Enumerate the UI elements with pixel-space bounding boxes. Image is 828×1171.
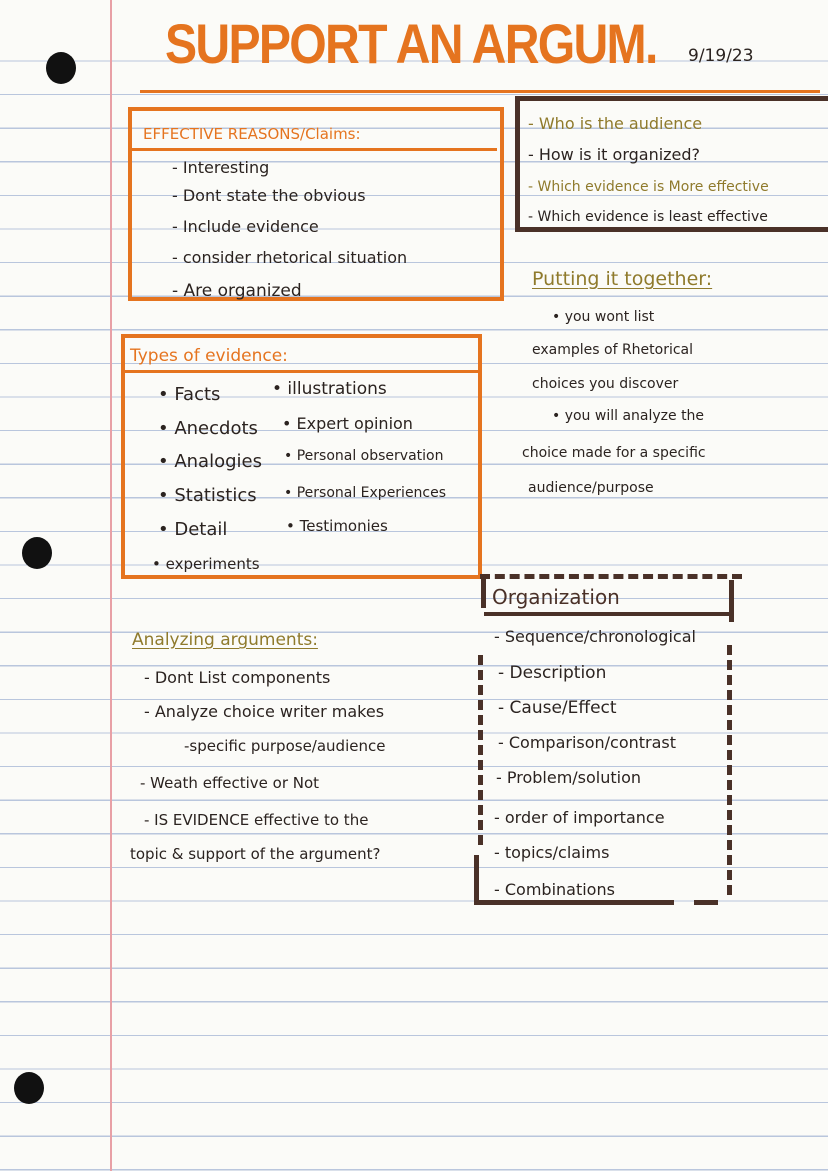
- organization-item: - topics/claims: [494, 843, 610, 862]
- putting-together-line: audience/purpose: [528, 480, 654, 496]
- evidence-type: • Statistics: [158, 485, 257, 506]
- audience-question: - Which evidence is More effective: [528, 179, 769, 195]
- organization-item: - order of importance: [494, 808, 665, 827]
- evidence-type: • Testimonies: [286, 517, 388, 535]
- organization-box-top: [480, 574, 742, 579]
- evidence-type: • Analogies: [158, 451, 262, 472]
- effective-reason-item: - consider rhetorical situation: [172, 248, 408, 267]
- analyzing-line: - Dont List components: [144, 668, 331, 687]
- organization-box-bottom-right: [694, 900, 718, 905]
- evidence-type: • experiments: [152, 555, 260, 573]
- organization-item: - Comparison/contrast: [498, 733, 677, 752]
- analyzing-line: topic & support of the argument?: [130, 845, 381, 863]
- note-date: 9/19/23: [688, 46, 754, 66]
- putting-together-line: choice made for a specific: [522, 445, 706, 461]
- effective-reason-item: - Interesting: [172, 158, 270, 177]
- organization-heading: Organization: [492, 585, 620, 609]
- putting-together-line: examples of Rhetorical: [532, 342, 694, 358]
- organization-item: - Combinations: [494, 880, 615, 899]
- evidence-type: • Personal Experiences: [284, 485, 447, 501]
- organization-item: - Problem/solution: [496, 768, 642, 787]
- organization-box-right: [727, 645, 732, 895]
- audience-question: - Who is the audience: [528, 114, 703, 133]
- analyzing-line: -specific purpose/audience: [184, 737, 386, 755]
- effective-reasons-heading: EFFECTIVE REASONS/Claims:: [143, 125, 361, 143]
- organization-item: - Cause/Effect: [498, 698, 617, 718]
- analyzing-arguments-heading: Analyzing arguments:: [132, 630, 318, 650]
- effective-reason-item: - Dont state the obvious: [172, 186, 366, 205]
- effective-reasons-header-line: [132, 148, 497, 151]
- binder-hole-top: [46, 52, 76, 84]
- page-title: SUPPORT AN ARGUM.: [165, 12, 657, 75]
- evidence-type: • Facts: [158, 384, 221, 405]
- types-of-evidence-heading: Types of evidence:: [130, 346, 288, 366]
- evidence-type: • Detail: [158, 519, 228, 540]
- analyzing-line: - Weath effective or Not: [140, 774, 320, 792]
- organization-header-line: [484, 612, 732, 616]
- types-of-evidence-header-line: [125, 370, 478, 373]
- organization-item: - Description: [498, 663, 607, 683]
- binder-hole-bottom: [14, 1072, 44, 1104]
- effective-reason-item: - Include evidence: [172, 217, 319, 236]
- putting-together-line: choices you discover: [532, 376, 679, 392]
- organization-box-bottom: [474, 900, 674, 905]
- analyzing-line: - Analyze choice writer makes: [144, 702, 385, 721]
- evidence-type: • Anecdots: [158, 418, 258, 439]
- evidence-type: • Expert opinion: [282, 414, 413, 433]
- audience-question: - How is it organized?: [528, 145, 701, 164]
- organization-box-left-top: [481, 578, 486, 608]
- putting-together-line: • you will analyze the: [552, 408, 705, 424]
- margin-line: [110, 0, 112, 1171]
- putting-together-line: • you wont list: [552, 309, 655, 325]
- binder-hole-middle: [22, 537, 52, 569]
- effective-reason-item: - Are organized: [172, 281, 302, 301]
- organization-box-left-bottom: [474, 855, 479, 905]
- organization-box-left: [478, 655, 483, 845]
- audience-question: - Which evidence is least effective: [528, 209, 768, 225]
- evidence-type: • illustrations: [272, 379, 387, 399]
- title-underline: [140, 90, 820, 93]
- organization-item: - Sequence/chronological: [494, 627, 696, 646]
- putting-together-heading: Putting it together:: [532, 268, 713, 290]
- analyzing-line: - IS EVIDENCE effective to the: [144, 811, 369, 829]
- evidence-type: • Personal observation: [284, 448, 444, 464]
